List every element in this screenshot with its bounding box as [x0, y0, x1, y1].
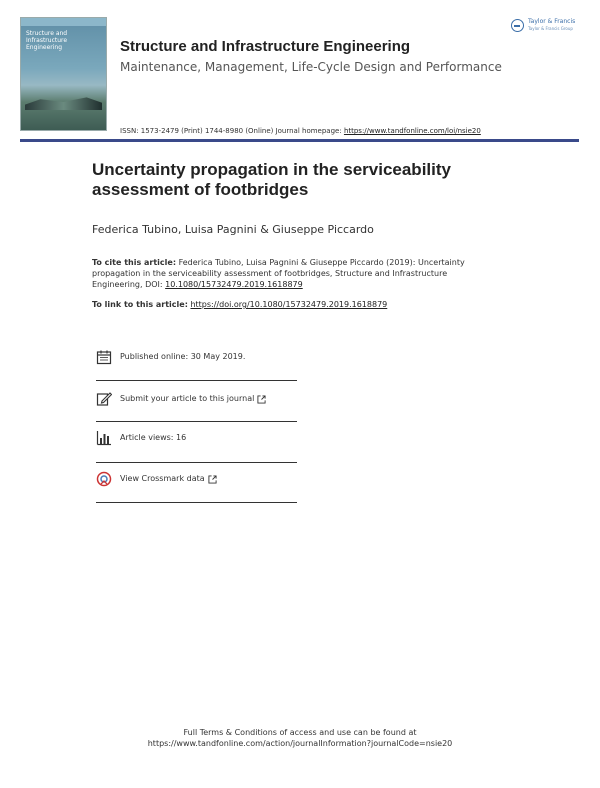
publisher-logo-text	[528, 18, 575, 32]
publisher-logo	[511, 18, 575, 32]
doi-link[interactable]: 10.1080/15732479.2019.1618879	[165, 280, 303, 289]
article-url-link[interactable]: https://doi.org/10.1080/15732479.2019.1618879	[190, 300, 388, 309]
issn-text: ISSN: 1573-2479 (Print) 1744-8980 (Online) Journal homepage:	[120, 127, 344, 135]
article-views-row[interactable]	[96, 418, 297, 458]
journal-cover-image	[20, 17, 107, 131]
issn-line	[120, 127, 481, 136]
header-divider	[20, 139, 579, 142]
crossmark-icon	[96, 471, 112, 487]
external-link-icon	[208, 475, 217, 484]
published-online-row	[96, 337, 297, 377]
journal-title: Structure and Infrastructure Engineering	[120, 38, 411, 55]
bar-chart-icon	[96, 430, 112, 446]
article-views-label[interactable]: Article views: 16	[120, 433, 187, 442]
link-label: To link to this article:	[92, 300, 188, 309]
article-authors: Federica Tubino, Luisa Pagnini & Giuseppe Piccardo	[92, 223, 374, 236]
submit-article-row[interactable]	[96, 379, 297, 419]
article-link-block	[92, 299, 387, 310]
publisher-logo-icon	[511, 19, 524, 32]
crossmark-row[interactable]	[96, 459, 297, 499]
journal-homepage-link[interactable]: https://www.tandfonline.com/loi/nsie20	[343, 127, 481, 135]
cover-bridge-graphic	[25, 92, 102, 110]
article-title: Uncertainty propagation in the serviceability assessment of footbridges	[92, 160, 451, 199]
footer-terms-url[interactable]: https://www.tandfonline.com/action/journalInformation?journalCode=nsie20	[147, 739, 453, 748]
publisher-name: Taylor & Francis	[528, 18, 576, 25]
info-separator	[96, 502, 297, 503]
crossmark-label[interactable]: View Crossmark data	[120, 474, 205, 483]
edit-icon	[96, 391, 112, 407]
cover-band	[21, 18, 106, 26]
citation-block	[92, 257, 472, 290]
publisher-tagline: Taylor & Francis Group	[528, 26, 573, 31]
cite-label: To cite this article:	[92, 258, 177, 267]
external-link-icon	[257, 395, 266, 404]
footer-terms-line: Full Terms & Conditions of access and use can be found at	[183, 728, 417, 737]
cite-text: Federica Tubino, Luisa Pagnini & Giuseppe Piccardo (2019): Uncertainty propagation in the serviceability assessment of footbridges, Structure and Infrastructure Engineering, DOI:	[92, 258, 465, 289]
journal-subtitle: Maintenance, Management, Life-Cycle Design and Performance	[120, 60, 502, 74]
submit-article-label[interactable]: Submit your article to this journal	[120, 394, 255, 403]
published-online-label: Published online: 30 May 2019.	[120, 352, 246, 361]
cover-title: Structure and Infrastructure Engineering	[26, 30, 68, 51]
footer	[0, 727, 600, 749]
calendar-icon	[96, 349, 112, 365]
